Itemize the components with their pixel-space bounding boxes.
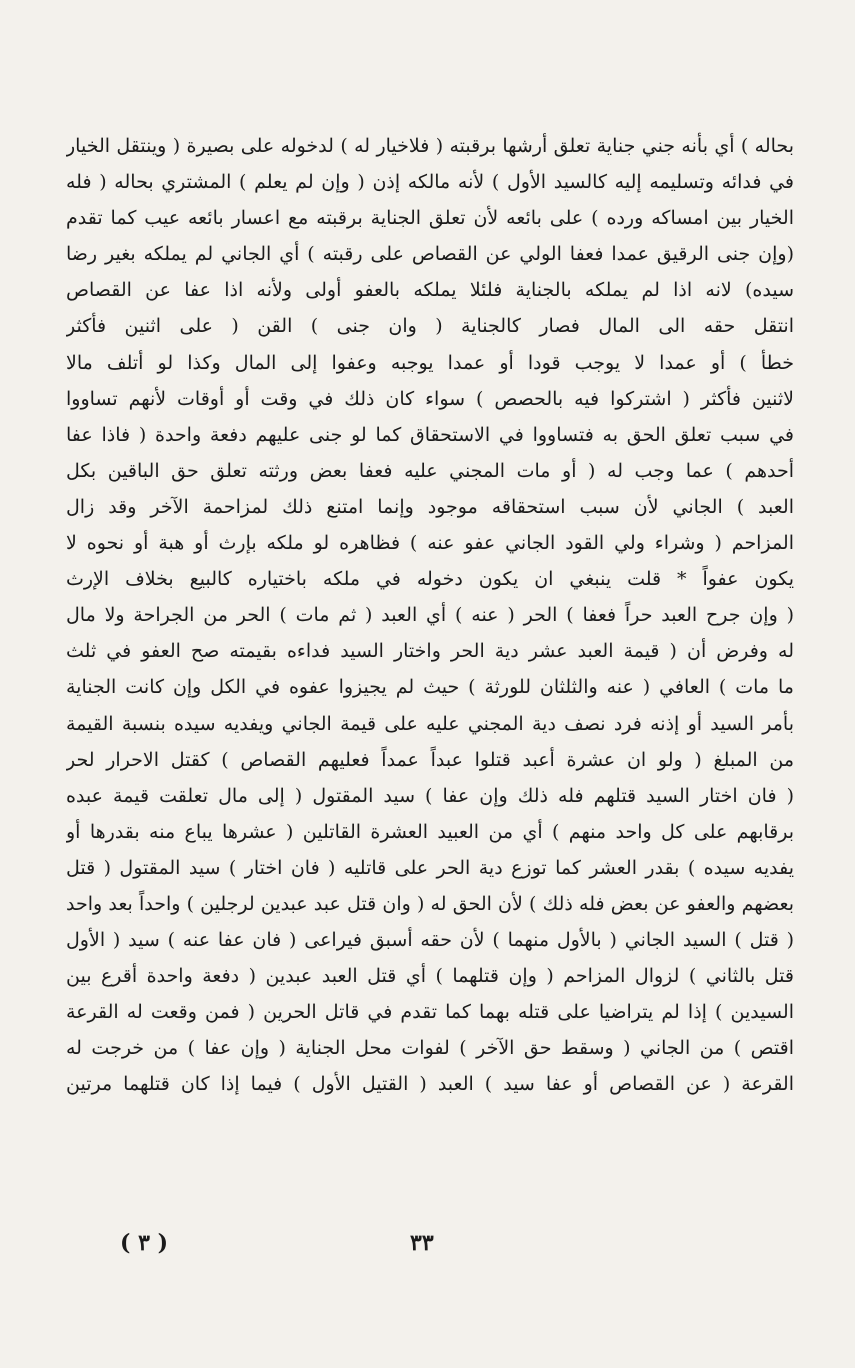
text-line: في فدائه وتسليمه إليه كالسيد الأول ) لأنه مالكه إذن ( وإن لم يعلم ) المشتري بحاله ( فله [66,171,794,194]
text-body [66,128,794,1103]
text-line: لاثنين فأكثر ( اشتركوا فيه بالحصص ) سواء كان ذلك في وقت أو أوقات لأنهم تساووا [66,387,794,410]
text-line: المزاحم ( وشراء ولي القود الجاني عفو عنه ) فظاهره لو ملكه بإرث أو هبة أو نحوه لا [66,532,794,555]
text-line: ( وإن جرح العبد حراً فعفا ) الحر ( عنه ) أي العبد ( ثم مات ) الحر من الجراحة ولا مال [66,604,794,627]
text-line: العبد ) الجاني لأن سبب استحقاقه موجود وإنما امتنع ذلك لمزاحمة الآخر وقد زال [66,495,794,518]
page-footer [0,1230,855,1270]
text-line: يفديه سيده ) بقدر العشر كما توزع دية الحر على قاتليه ( فان اختار ) سيد المقتول ( قتل [66,856,794,879]
text-line: في سبب تعلق الحق به فتساووا في الاستحقاق كما لو جنى عليهم دفعة واحدة ( فاذا عفا [66,423,794,446]
text-line: ( قتل ) السيد الجاني ( بالأول منهما ) لأن حقه أسبق فيراعى ( فان عفا عنه ) سيد ( الأول [66,929,794,952]
text-line: ( فان اختار السيد قتلهم فله ذلك وإن عفا ) سيد المقتول ( إلى مال تعلقت قيمة عبده [66,784,794,807]
page-number: ٣٣ [410,1230,434,1256]
text-line: خطأ ) أو عمدا لا يوجب قودا أو عمدا يوجبه وعفوا إلى المال وكذا لو أتلف مالا [66,351,794,374]
text-line: اقتص ) من الجاني ( وسقط حق الآخر ) لفوات محل الجناية ( وإن عفا ) من خرجت له [66,1037,794,1060]
text-line: يكون عفواً * قلت ينبغي ان يكون دخوله في ملكه باختياره كالبيع بخلاف الإرث [66,568,794,591]
text-line: بأمر السيد أو إذنه فرد نصف دية المجني عليه على قيمة الجاني ويفديه سيده بنسبة القيمة [66,712,794,735]
text-line: له وفرض أن ( قيمة العبد عشر دية الحر واختار السيد فداءه بقيمته صح العفو في ثلث [66,640,794,663]
text-line: من المبلغ ( ولو ان عشرة أعبد قتلوا عبداً عمداً فعليهم القصاص ) كقتل الاحرار لحر [66,748,794,771]
text-line: برقابهم على كل واحد منهم ) أي من العبيد العشرة القاتلين ( عشرها يباع منه بقدرها أو [66,820,794,843]
text-line: بعضهم والعفو عن بعض فله ذلك ) لأن الحق له ( وان قتل عبد عبدين لرجلين ) واحداً بعد واحد [66,892,794,915]
text-line: سيده) لانه اذا لم يملكه بالجناية فلئلا يملكه بالعفو أولى ولأنه اذا عفا عن القصاص [66,279,794,302]
text-line: (وإن جنى الرقيق عمدا فعفا الولي عن القصاص على رقبته ) أي الجاني لم يملكه بغير رضا [66,243,794,266]
text-line: انتقل حقه الى المال فصار كالجناية ( وان جنى ) القن ( على اثنين فأكثر [66,315,794,338]
text-line: الخيار بين امساكه ورده ) على بائعه لأن تعلق الجناية برقبته مع اعسار بائعه عيب كما تقدم [66,207,794,230]
text-line: أحدهم ) عما وجب له ( أو مات المجني عليه فعفا بعض ورثته تعلق حق الباقين بكل [66,459,794,482]
text-line: ما مات ) العافي ( عنه والثلثان للورثة ) حيث لم يجيزوا عفوه في الكل وإن كانت الجناية [66,676,794,699]
text-line: بحاله ) أي بأنه جني جناية تعلق أرشها برقبته ( فلاخيار له ) لدخوله على بصيرة ( وينتقل الخيار [66,135,794,157]
text-line: السيدين ) إذا لم يتراضيا على قتله بهما كما تقدم في قاتل الحرين ( فمن وقعت له القرعة [66,1001,794,1024]
text-line: القرعة ( عن القصاص أو عفا سيد ) العبد ( القتيل الأول ) فيما إذا كان قتلهما مرتين [66,1073,794,1096]
text-line: قتل بالثاني ) لزوال المزاحم ( وإن قتلهما ) أي قتل العبد عبدين ( دفعة واحدة أقرع بين [66,965,794,988]
signature-mark: ( ٣ ) [120,1230,168,1256]
